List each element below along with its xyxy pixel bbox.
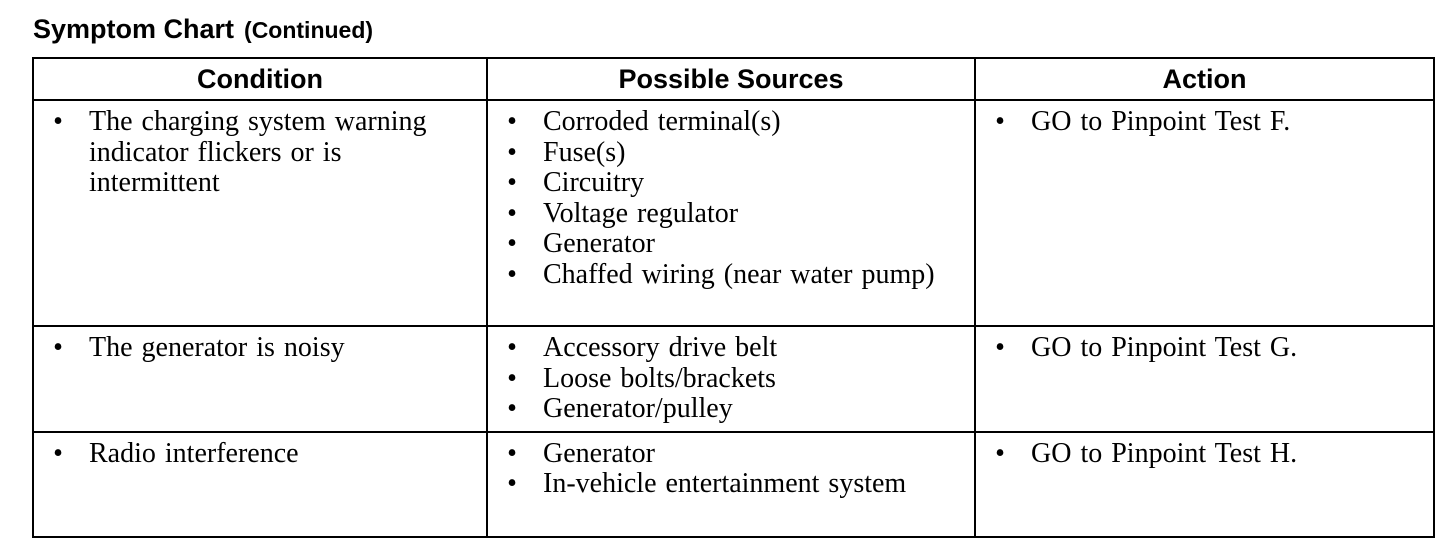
bullet-icon: • (507, 136, 517, 168)
condition-list (34, 107, 486, 199)
possible-sources-cell (487, 100, 975, 326)
column-header-possible-sources: Possible Sources (487, 58, 975, 100)
list-item (488, 439, 974, 470)
source-text: In-vehicle entertainment system (543, 468, 907, 499)
bullet-icon: • (53, 332, 63, 363)
source-text: Accessory drive belt (543, 332, 778, 363)
condition-list (34, 333, 486, 364)
list-item (488, 394, 974, 425)
bullet-icon: • (507, 393, 517, 424)
list-item (488, 469, 974, 500)
bullet-icon: • (507, 362, 517, 394)
source-text: Generator (543, 228, 655, 259)
source-text: Fuse(s) (543, 136, 626, 168)
bullet-icon: • (507, 258, 517, 290)
action-text: GO to Pinpoint Test H. (1031, 437, 1298, 469)
source-text: Circuitry (543, 167, 645, 198)
bullet-icon: • (507, 332, 517, 363)
condition-list (34, 439, 486, 470)
action-cell (975, 326, 1434, 432)
bullet-icon: • (53, 437, 63, 469)
chart-subtitle: (Continued) (244, 17, 374, 43)
list-item (976, 107, 1433, 138)
list-item (976, 333, 1433, 364)
possible-sources-list (488, 107, 974, 290)
list-item (488, 138, 974, 169)
list-item (34, 107, 486, 199)
possible-sources-cell (487, 326, 975, 432)
list-item (488, 199, 974, 230)
list-item (976, 439, 1433, 470)
source-text: Voltage regulator (543, 197, 739, 229)
page-title (33, 14, 373, 45)
action-cell (975, 432, 1434, 537)
source-text: Loose bolts/brackets (543, 362, 776, 394)
possible-sources-list (488, 439, 974, 500)
list-item (488, 333, 974, 364)
possible-sources-list (488, 333, 974, 425)
condition-text: The generator is noisy (89, 332, 345, 363)
bullet-icon: • (53, 106, 63, 137)
bullet-icon: • (507, 437, 517, 469)
action-list (976, 107, 1433, 138)
condition-text: Radio interference (89, 437, 299, 469)
condition-cell (33, 100, 487, 326)
column-header-action: Action (975, 58, 1434, 100)
condition-text: The charging system warning indicator flickers or is intermittent (89, 106, 427, 198)
action-text: GO to Pinpoint Test G. (1031, 332, 1298, 363)
source-text: Generator (543, 437, 655, 469)
source-text: Chaffed wiring (near water pump) (543, 258, 935, 290)
list-item (488, 229, 974, 260)
list-item (488, 260, 974, 291)
symptom-chart-table (32, 57, 1435, 538)
bullet-icon: • (507, 106, 517, 137)
list-item (488, 364, 974, 395)
action-list (976, 333, 1433, 364)
source-text: Corroded terminal(s) (543, 106, 781, 137)
table-row (33, 100, 1434, 326)
table-row (33, 432, 1434, 537)
action-list (976, 439, 1433, 470)
possible-sources-cell (487, 432, 975, 537)
condition-cell (33, 326, 487, 432)
bullet-icon: • (507, 228, 517, 259)
bullet-icon: • (507, 468, 517, 499)
bullet-icon: • (995, 437, 1005, 469)
table-header-row (33, 58, 1434, 100)
action-text: GO to Pinpoint Test F. (1031, 106, 1291, 137)
list-item (34, 333, 486, 364)
bullet-icon: • (507, 197, 517, 229)
bullet-icon: • (507, 167, 517, 198)
bullet-icon: • (995, 332, 1005, 363)
source-text: Generator/pulley (543, 393, 733, 424)
list-item (34, 439, 486, 470)
list-item (488, 107, 974, 138)
condition-cell (33, 432, 487, 537)
chart-title: Symptom Chart (33, 14, 235, 44)
bullet-icon: • (995, 106, 1005, 137)
table-row (33, 326, 1434, 432)
action-cell (975, 100, 1434, 326)
list-item (488, 168, 974, 199)
column-header-condition: Condition (33, 58, 487, 100)
